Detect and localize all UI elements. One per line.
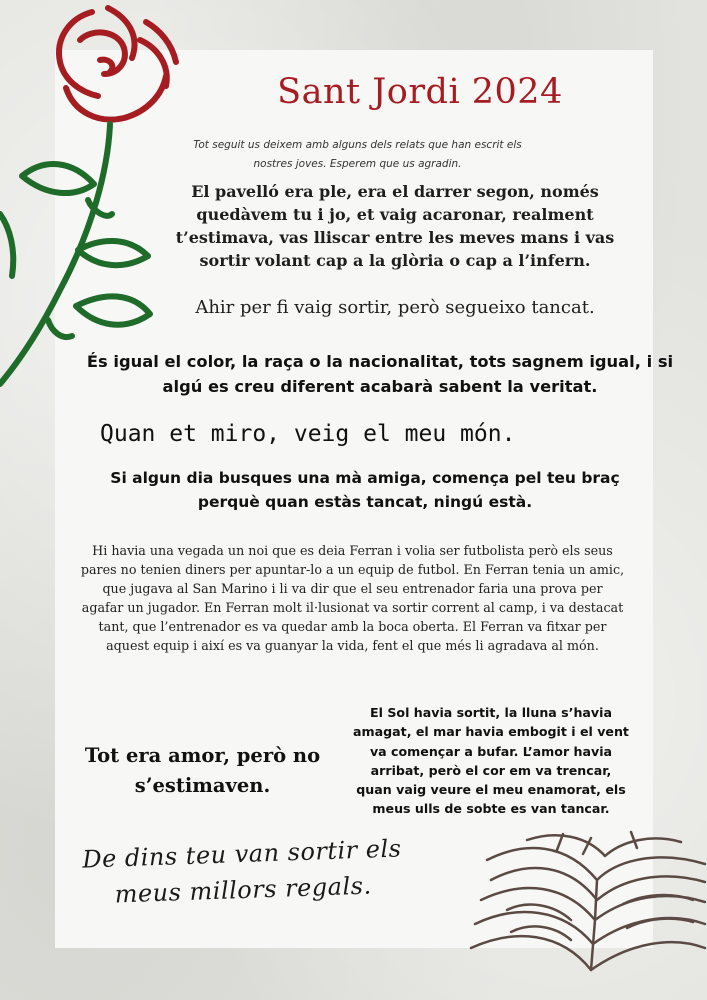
story-paragraph-6: Hi havia una vegada un noi que es deia Ferran i volia ser futbolista però els seus pares no tenien diners per apuntar-lo a un equip de futbol. En Ferran tenia un amic, que jugava al San Marino i li va dir que el seu entrenador faria una prova per agafar un jugador. En Ferran molt il·lusionat va sortir corrent al camp, i va destacat tant, que l’entrenador es va quedar amb la boca oberta. El Ferran va fitxar per aquest equip i així es va guanyar la vida, fent el que més li agradava al món. [80, 543, 625, 653]
story-paragraph-1: El pavelló era ple, era el darrer segon, només quedàvem tu i jo, et vaig acaronar, realment t’estimava, vas lliscar entre les meves mans i vas sortir volant cap a la glòria o cap a l’infern. [175, 182, 615, 270]
story-paragraph-7: Tot era amor, però no s’estimaven. [84, 744, 321, 797]
story-paragraph-4: Quan et miro, veig el meu món. [100, 421, 516, 447]
story-paragraph-8: El Sol havia sortit, la lluna s’havia amagat, el mar havia embogit i el vent va començar a bufar. L’amor havia arribat, però el cor em va trencar, quan vaig veure el meu enamorat, els meus ulls de sobte es van tancar. [353, 705, 629, 817]
story-handwritten: De dins teu van sortir els meus millors regals. [81, 834, 402, 909]
story-paragraph-2: Ahir per fi vaig sortir, però segueixo tancat. [195, 297, 595, 318]
open-book-icon [467, 820, 707, 1000]
intro-text: Tot seguit us deixem amb alguns dels relats que han escrit els nostres joves. Esperem que us agradin. [193, 139, 522, 170]
story-paragraph-5: Si algun dia busques una mà amiga, comença pel teu braç perquè quan estàs tancat, ningú està. [110, 469, 620, 511]
page-title: Sant Jordi 2024 [277, 72, 563, 112]
story-paragraph-3: És igual el color, la raça o la nacionalitat, tots sagnem igual, i si algú es creu diferent acabarà sabent la veritat. [86, 352, 674, 396]
